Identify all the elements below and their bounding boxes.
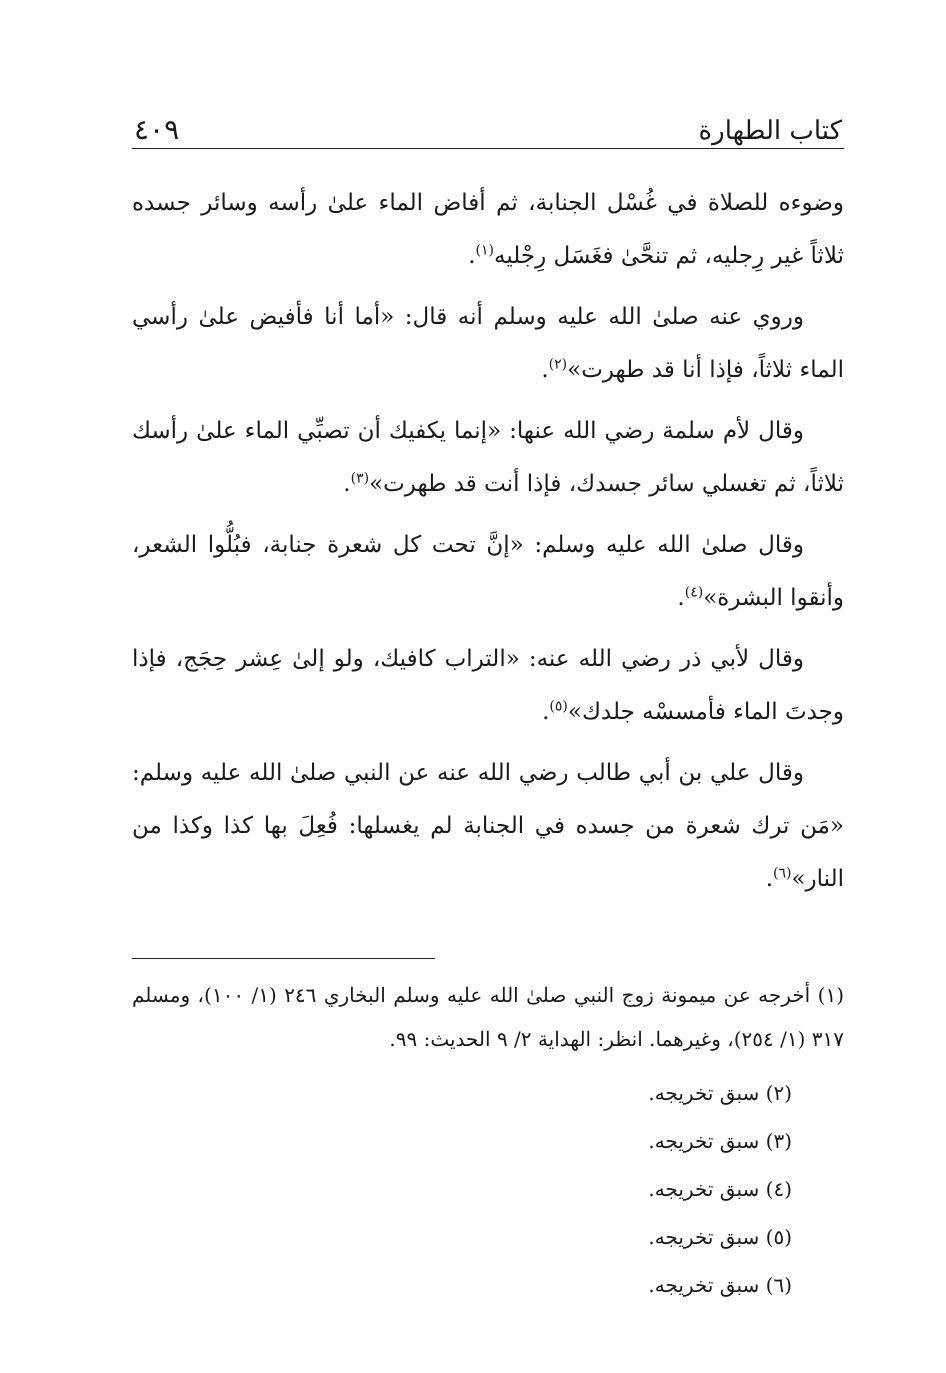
chapter-title: كتاب الطهارة: [698, 116, 842, 146]
footnote-marker: (١): [475, 242, 494, 259]
paragraph-end: .: [765, 866, 773, 892]
paragraph: [132, 177, 844, 283]
footnote-marker: (٤): [684, 584, 704, 601]
paragraph-text: وضوءه للصلاة في غُسْل الجنابة، ثم أفاض الماء علىٰ رأسه وسائر جسده ثلاثاً غير رِجليه، ثم تنحَّىٰ فغَسَل رِجْليه: [132, 190, 844, 269]
paragraph-end: .: [542, 699, 550, 725]
footnote-item: (٣) سبق تخريجه.: [648, 1129, 792, 1153]
running-header: [132, 100, 844, 149]
footnote-item: (٦) سبق تخريجه.: [648, 1273, 792, 1297]
footnote-1: (١) أخرجه عن ميمونة زوج النبي صلىٰ الله عليه وسلم البخاري ٢٤٦ (١/ ١٠٠)، ومسلم ٣١٧ (١/ ٢٥٤)، وغيرهما. انظر: الهداية ٢/ ٩ الحديث: ٩٩.: [132, 983, 844, 1051]
paragraph: [132, 291, 844, 397]
page-number: ٤٠٩: [134, 113, 180, 146]
paragraph-text: وقال لأم سلمة رضي الله عنها: «إنما يكفيك أن تصبِّي الماء علىٰ رأسك ثلاثاً، ثم تغسلي سائر جسدك، فإذا أنت قد طهرت»: [132, 418, 844, 497]
paragraph-end: .: [343, 471, 351, 497]
book-page: [132, 100, 844, 1309]
footnote-item: (٥) سبق تخريجه.: [648, 1225, 792, 1249]
paragraph: [132, 405, 844, 511]
footnotes: [132, 973, 844, 1309]
footnote-marker: (٦): [773, 865, 792, 882]
paragraph-text: وقال صلىٰ الله عليه وسلم: «إنَّ تحت كل شعرة جنابة، فبُلُّوا الشعر، وأنقوا البشرة»: [132, 532, 844, 611]
footnote-list: [132, 1069, 792, 1309]
paragraph-end: .: [541, 357, 549, 383]
footnote-item: (٢) سبق تخريجه.: [648, 1081, 792, 1105]
footnote-divider: [132, 958, 435, 959]
paragraph: [132, 633, 844, 739]
paragraph-text: وقال لأبي ذر رضي الله عنه: «التراب كافيك، ولو إلىٰ عِشر حِجَج، فإذا وجدتَ الماء فأمسسْه جلدك»: [132, 646, 844, 725]
paragraph-end: .: [677, 585, 685, 611]
footnote-marker: (٢): [548, 356, 568, 373]
paragraph-end: .: [468, 243, 476, 269]
footnote-marker: (٣): [350, 470, 370, 487]
body-text: [132, 177, 844, 906]
paragraph: [132, 519, 844, 625]
paragraph-text: وروي عنه صلىٰ الله عليه وسلم أنه قال: «أما أنا فأفيض علىٰ رأسي الماء ثلاثاً، فإذا أنا قد طهرت»: [132, 304, 844, 383]
footnote-item: (٤) سبق تخريجه.: [648, 1177, 792, 1201]
paragraph-text: وقال علي بن أبي طالب رضي الله عنه عن النبي صلىٰ الله عليه وسلم: «مَن ترك شعرة من جسده في الجنابة لم يغسلها: فُعِلَ بها كذا وكذا من النار»: [132, 760, 844, 892]
paragraph: [132, 747, 844, 906]
footnote-marker: (٥): [549, 698, 568, 715]
